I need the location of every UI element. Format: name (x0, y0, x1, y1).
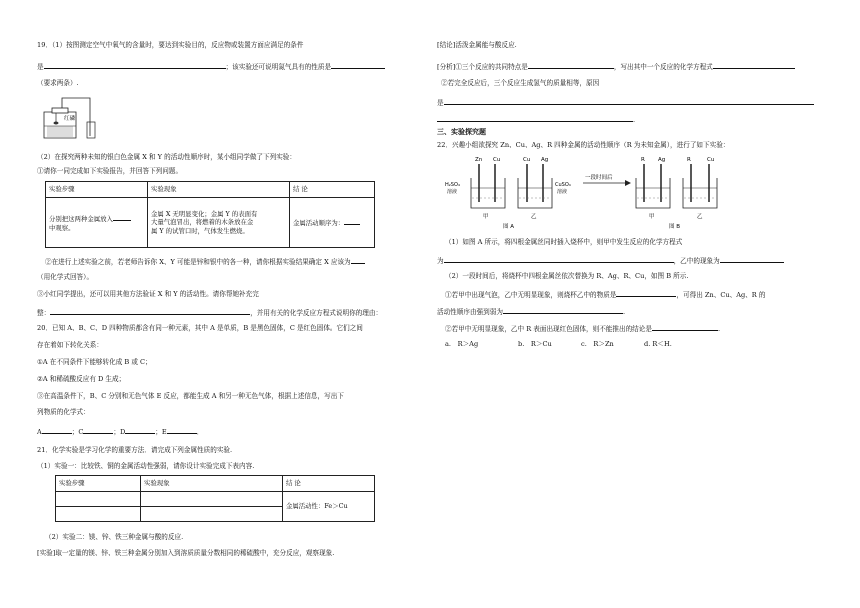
q20-item3b: 列物质的化学式： (37, 408, 90, 416)
t2-cell-obs-2[interactable] (141, 507, 283, 522)
q19-reason-prompt: ，并用有关的化学反应方程式说明你的理由： (250, 309, 383, 317)
ans-e-label: ；E (155, 428, 167, 436)
q22-s21-order: 活动性顺序由强到弱为 (437, 308, 503, 316)
q22-s21-text: ①若甲中出现气泡，乙中无明显现象，则烧杯乙中的物质是 (445, 291, 617, 299)
blank-reagent[interactable] (113, 213, 131, 221)
cell-steps (46, 198, 148, 248)
header-observations: 实验现象 (148, 182, 290, 198)
step-text-1: 分别把这两种金属放入 (49, 214, 113, 223)
blank-activity-order[interactable] (503, 306, 626, 316)
reason-is: 是 (437, 99, 444, 107)
red-phosphorus-label: 红磷 (64, 116, 76, 122)
label-h2so4: H₂SO₄ (445, 182, 460, 188)
label-ag: Ag (541, 157, 549, 163)
q21-sub1: （1）实验一：比较铁、铜的金属活动性强弱，请你设计实验完成下表内容. (37, 462, 255, 470)
q22-sub1: （1）如图 A 所示，将四根金属丝同时插入烧杯中，则甲中发生反应的化学方程式 (445, 238, 683, 246)
caption-figure-a: 图 A (503, 224, 515, 230)
label-beaker-jia-b: 甲 (649, 214, 655, 220)
q19-nitrogen-prompt: ；该实验还可说明氮气具有的性质是 (225, 63, 332, 71)
q20-item1: ①A 在不同条件下能够转化成 B 或 C； (37, 358, 152, 366)
ans-end: ． (196, 428, 204, 436)
blank-jia-equation[interactable] (444, 255, 674, 263)
q20-item2: ②A 和稀硫酸反应有 D 生成； (37, 375, 126, 383)
label-cu-1: Cu (493, 157, 501, 163)
blank-yi-phenomenon[interactable] (720, 255, 784, 263)
time-arrow-icon (583, 173, 631, 186)
header-conclusion: 结 论 (290, 182, 375, 198)
q22-options (445, 340, 672, 349)
figure-b-beaker-yi (683, 157, 717, 220)
q22-sub1b (437, 255, 784, 266)
reason-answer-line (437, 97, 814, 108)
t2-header-conclusion: 结 论 (283, 476, 375, 492)
blank-reason[interactable] (444, 97, 814, 105)
header-steps: 实验步骤 (46, 182, 148, 198)
label-ag-b: Ag (658, 157, 666, 163)
figure-a-beaker-yi (518, 157, 552, 220)
blank-equation[interactable] (713, 61, 795, 69)
q22-sub2-1c (437, 306, 625, 317)
blank-a[interactable] (42, 426, 72, 434)
q21-line1: 21．化学实验是学习化学的重要方法．请完成下列金属性质的实验. (37, 446, 233, 454)
q19-part2-1: ①请你一同完成如下实验报告，并回答下列问题。 (37, 167, 183, 175)
label-cuso4: CuSO₄ (555, 182, 571, 188)
concl-text: 金属活动顺序为： (293, 219, 345, 228)
obs-line-3: 属 Y 的试管口时，气体发生燃烧。 (151, 226, 249, 235)
label-zn: Zn (475, 157, 483, 163)
label-solution-1: 溶液 (447, 189, 458, 195)
q19-part2-3: ③小红同学提出，还可以用其他方法验证 X 和 Y 的活动性。请你帮她补充完 (37, 290, 259, 298)
option-d[interactable]: d. R＜H. (644, 340, 672, 348)
q22-s21-text-b: ，可得出 Zn、Cu、Ag、R 的 (676, 291, 766, 299)
section-title: 三、实验探究题 (437, 128, 486, 136)
iron-copper-table (55, 475, 375, 522)
reason-answer-line2 (437, 114, 635, 125)
q22-s22-end: . (717, 325, 721, 333)
analysis-line (437, 61, 795, 72)
q19-blank-nitrogen[interactable] (331, 61, 385, 69)
option-a[interactable]: a. R＞Ag (445, 340, 479, 348)
q19-complete: 整： (37, 309, 51, 317)
t2-cell-steps-2[interactable] (56, 507, 141, 522)
blank-x[interactable] (351, 256, 365, 264)
q20-answers (37, 426, 203, 437)
t2-cell-obs-1[interactable] (141, 492, 283, 507)
reason-period: . (633, 116, 636, 124)
q19-blank-condition[interactable] (44, 61, 226, 69)
q19-is: 是 (37, 63, 44, 71)
q22-line1: 22．兴趣小组欲探究 Zn、Cu、Ag、R 四种金属的活动性顺序（R 为未知金属），进行了如下实验： (437, 141, 730, 149)
label-beaker-yi-a: 乙 (531, 214, 537, 220)
label-solution-2: 溶液 (557, 189, 568, 195)
option-b[interactable]: b. R＞Cu (518, 340, 552, 348)
arrow-label: 一段时间后 (585, 175, 613, 181)
q20-item3: ③在高温条件下，B、C 分别和无色气体 E 反应，都能生成 A 和另一种无色气体，根据上述信息，写出下 (37, 392, 344, 400)
ans-d-label: ；D (113, 428, 126, 436)
ans-a-label: A (37, 428, 42, 436)
blank-common-feature[interactable] (528, 61, 614, 69)
blank-conclusion[interactable] (652, 323, 721, 333)
q19-line3: （要求两条）. (37, 79, 79, 87)
label-cu-b: Cu (707, 157, 715, 163)
q19-part2-2b: （用化学式回答）。 (37, 273, 94, 281)
blank-reason-2[interactable] (437, 114, 636, 124)
blank-e[interactable] (167, 426, 197, 434)
label-r-1: R (641, 157, 645, 163)
caption-figure-b: 图 B (669, 224, 681, 230)
t2-cell-steps-1[interactable] (56, 492, 141, 507)
q20-line1: 20．已知 A、B、C、D 四种物质都含有同一种元素，其中 A 是单质，B 是黑色固体，C 是红色固体。它们之间 (37, 324, 363, 332)
analysis-prompt: [分析]①三个反应的共同特点是 (437, 63, 528, 71)
q19-part2-3b (37, 307, 382, 318)
label-r-2: R (687, 157, 691, 163)
q22-is: 为 (437, 257, 444, 265)
t2-header-steps: 实验步骤 (56, 476, 141, 492)
obs-line-2: 大量气泡冒出，将燃着的木条放在金 (151, 218, 254, 227)
analysis-equation-prompt: ，写出其中一个反应的化学方程式 (613, 63, 713, 71)
q22-sub2-1 (445, 289, 765, 300)
q19-part2-2 (45, 256, 365, 267)
q22-sub2: （2）一段时间后，将烧杯中四根金属丝依次替换为 R、Ag、R、Cu，如图 B 所示. (445, 272, 689, 280)
q21-sub2: （2）实验二：镁、锌、铁三种金属与酸的反应. (45, 533, 184, 541)
label-beaker-yi-b: 乙 (697, 214, 703, 220)
conclusion-line: [结论]活泼金属能与酸反应. (437, 41, 517, 49)
q19-part2: （2）在探究两种未知的银白色金属 X 和 Y 的活动性顺序时，某小组同学做了下列实验： (37, 153, 296, 161)
q22-s21-end: . (622, 308, 626, 316)
q22-yi-prompt: ，乙中的现象为 (673, 257, 720, 265)
label-beaker-jia-a: 甲 (483, 214, 489, 220)
q22-s22-text: ②若甲中无明显现象，乙中 R 表面出现红色固体，则不能推出的结论是 (445, 325, 652, 333)
blank-method[interactable] (50, 307, 250, 315)
oxygen-apparatus-figure (38, 92, 100, 142)
cell-conclusion (290, 198, 375, 248)
blank-c[interactable] (83, 426, 113, 434)
experiment-report-table (45, 181, 375, 248)
blank-d[interactable] (125, 426, 155, 434)
q19-p22-text: ②在进行上述实验之前，若老师告诉你 X、Y 可能是锌和银中的各一种，请你根据实验结果确定 X 应该为 (45, 258, 351, 266)
figure-b-beaker-jia (636, 157, 670, 220)
ans-c-label: ；C (71, 428, 84, 436)
t2-cell-conclusion: 金属活动性：Fe＞Cu (283, 492, 375, 522)
q19-line1: 19．（1）按图测定空气中氧气的含量时，要达到实验目的，反应物或装置方面应满足的条件 (37, 41, 304, 49)
metal-activity-figures (445, 152, 745, 230)
blank-yi-substance[interactable] (616, 289, 676, 297)
t2-header-observations: 实验现象 (141, 476, 283, 492)
q20-line2: 存在着如下转化关系： (37, 341, 103, 349)
figure-a-beaker-jia (471, 157, 505, 220)
reason-line: ②若完全反应后，三个反应生成氢气的质量相等，原因 (441, 79, 600, 87)
step-text-2: 中观察。 (49, 223, 75, 232)
q19-line2 (37, 61, 385, 72)
cell-observations (148, 198, 290, 248)
blank-order[interactable] (344, 217, 360, 225)
option-c[interactable]: c. R＞Zn (581, 340, 614, 348)
q21-sub3: [实验]取一定量的镁、锌、铁三种金属分别加入到溶质质量分数相同的稀硫酸中，充分反应，观察现象. (37, 549, 335, 557)
q22-sub2-2 (445, 323, 720, 334)
label-cu-2: Cu (523, 157, 531, 163)
obs-line-1: 金属 X 无明显变化；金属 Y 的表面有 (151, 209, 258, 218)
